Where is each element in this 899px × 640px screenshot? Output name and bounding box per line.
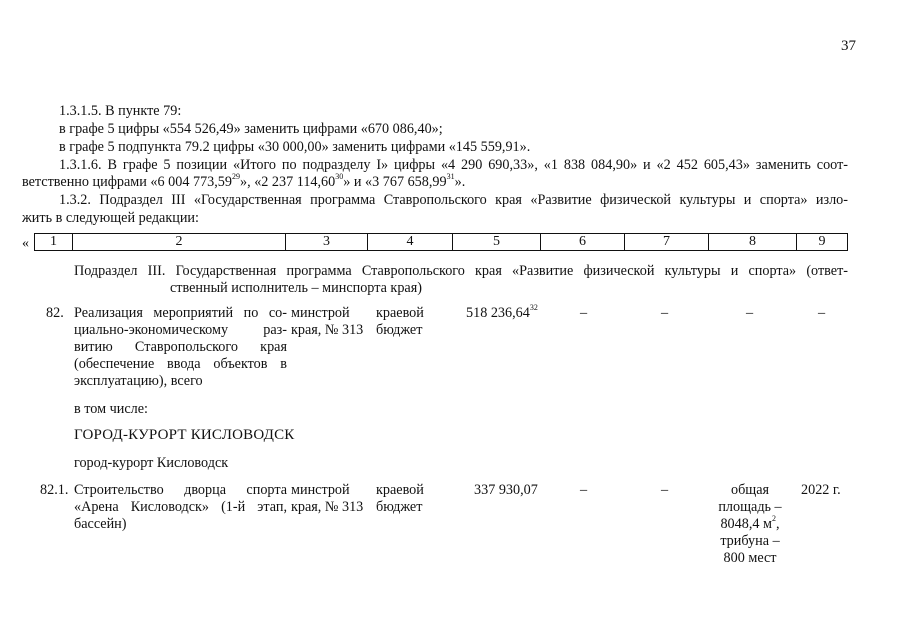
- row-82-1-amount: 337 930,07: [474, 482, 538, 498]
- intro-line-4: 1.3.1.6. В графе 5 позиции «Итого по подразделу I» цифры «4 290 690,33», «1 838 084,90» и «2 452 605,43» заменить соот-: [59, 157, 848, 173]
- intro-line-5: ветственно цифрами «6 004 773,59$^{29}$», «2 237 114,60$^{30}$» и «3 767 658,99$^{31}$».: [22, 172, 466, 190]
- row-82-col7: –: [661, 305, 669, 321]
- row-82-1-name: Строительство дворца спорта «Арена Кисловодск» (1-й этап, бассейн): [74, 482, 287, 532]
- city-heading-lower: город-курорт Кисловодск: [74, 455, 229, 471]
- row-82-1-source: краевой бюджет: [376, 482, 424, 515]
- col-number-6: 6: [541, 234, 625, 250]
- row-82-col8: –: [746, 305, 754, 321]
- intro-line-1: 1.3.1.5. В пункте 79:: [59, 103, 182, 119]
- col-number-5: 5: [453, 234, 541, 250]
- col-number-7: 7: [625, 234, 709, 250]
- row-82-col6: –: [580, 305, 588, 321]
- section-heading-line-2: ственный исполнитель – минспорта края): [170, 280, 422, 296]
- intro-line-7: жить в следующей редакции:: [22, 210, 199, 226]
- row-82-col9: –: [818, 305, 826, 321]
- row-82-number: 82.: [46, 305, 64, 321]
- city-heading-upper: ГОРОД-КУРОРТ КИСЛОВОДСК: [74, 427, 295, 443]
- row-82-amount: 518 236,64$^{32}$: [466, 303, 538, 321]
- row-82-name: Реализация мероприятий по со- циально-экономическому раз- витию Ставропольского края (обеспечение ввода объектов в эксплуатацию), всего: [74, 305, 287, 389]
- row-82-1-executor: минстрой края, № 313: [291, 482, 364, 515]
- row-82-1-number: 82.1.: [40, 482, 69, 498]
- col-number-3: 3: [286, 234, 368, 250]
- including-label: в том числе:: [74, 401, 148, 417]
- col-number-2: 2: [73, 234, 286, 250]
- col-number-8: 8: [709, 234, 797, 250]
- row-82-1-col9: 2022 г.: [801, 482, 841, 498]
- row-82-executor: минстрой края, № 313: [291, 305, 364, 338]
- section-heading-line-1: Подраздел III. Государственная программа Ставропольского края «Развитие физической культуры и спорта» (ответ-: [74, 263, 848, 279]
- row-82-1-col7: –: [661, 482, 669, 498]
- col-number-1: 1: [35, 234, 73, 250]
- row-82-source: краевой бюджет: [376, 305, 424, 338]
- opening-quote: «: [22, 236, 29, 251]
- col-number-9: 9: [818, 234, 826, 249]
- row-82-1-col8: общая площадь – 8048,4 $м^2$, трибуна – 800 мест: [718, 482, 782, 566]
- intro-line-6: 1.3.2. Подраздел III «Государственная программа Ставропольского края «Развитие физической культуры и спорта» изло-: [59, 192, 848, 208]
- intro-line-3: в графе 5 подпункта 79.2 цифры «30 000,00» заменить цифрами «145 559,91».: [59, 139, 531, 155]
- row-82-1-col6: –: [580, 482, 588, 498]
- intro-line-2: в графе 5 цифры «554 526,49» заменить цифрами «670 086,40»;: [59, 121, 443, 137]
- page-number: 37: [841, 38, 856, 54]
- section-heading: [74, 263, 848, 297]
- column-number-row: [34, 233, 848, 251]
- col-number-4: 4: [368, 234, 453, 250]
